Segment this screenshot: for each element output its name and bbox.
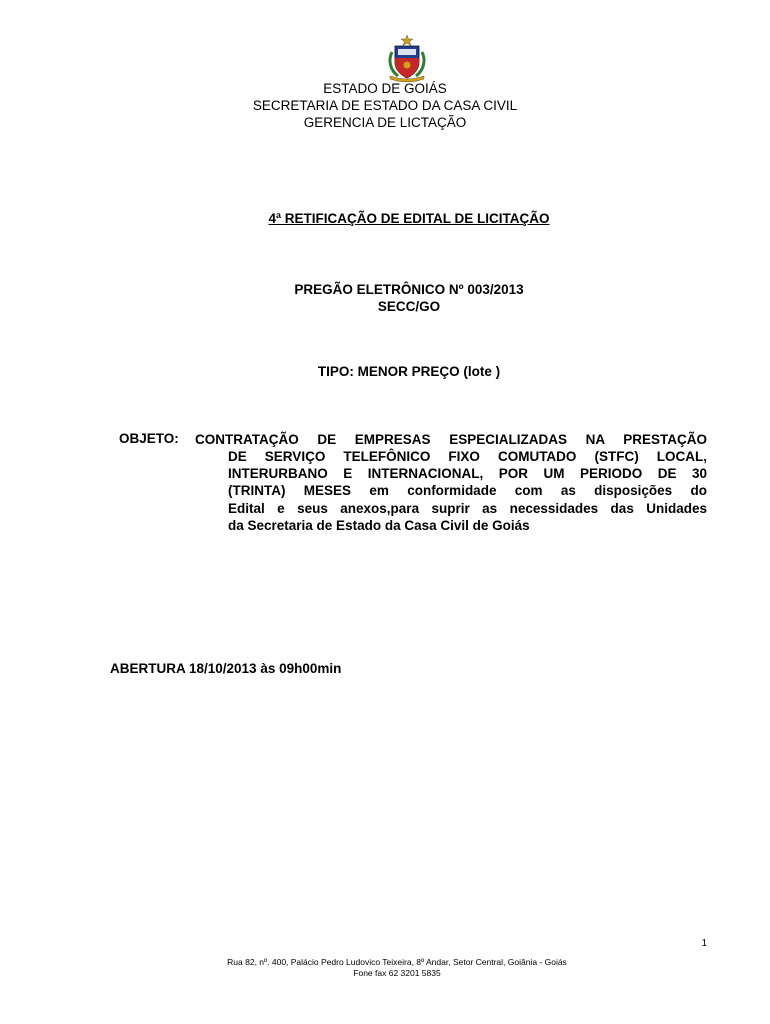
tipo-line: TIPO: MENOR PREÇO (lote ) [317,364,501,379]
department-name: GERENCIA DE LICTAÇÃO [303,115,467,130]
agency-header [0,80,770,131]
pregao-block [0,281,770,315]
state-name: ESTADO DE GOIÁS [323,81,447,96]
footer [0,957,770,979]
objeto-line: da Secretaria de Estado da Casa Civil de Goiás [228,517,530,533]
document-title: 4ª RETIFICAÇÃO DE EDITAL DE LICITAÇÃO [268,211,550,226]
coat-of-arms-icon [386,34,428,82]
secretariat-name: SECRETARIA DE ESTADO DA CASA CIVIL [252,98,518,113]
objeto-line: (TRINTA) MESES em conformidade com as disposições do [228,483,707,499]
objeto-label: OBJETO: [119,431,179,446]
pregao-org: SECC/GO [377,299,441,314]
objeto-line: INTERURBANO E INTERNACIONAL, POR UM PERIODO DE 30 [228,466,707,482]
footer-address: Rua 82, nº. 400, Palácio Pedro Ludovico Teixeira, 8º Andar, Setor Central, Goiânia - Goiás [227,957,567,967]
abertura-date: ABERTURA 18/10/2013 às 09h00min [110,661,342,676]
footer-phone: Fone fax 62 3201 5835 [353,968,441,978]
objeto-line: CONTRATAÇÃO DE EMPRESAS ESPECIALIZADAS NA PRESTAÇÃO [195,432,707,447]
objeto-text [228,448,707,534]
page-number: 1 [701,938,707,949]
objeto-line: DE SERVIÇO TELEFÔNICO FIXO COMUTADO (STFC) LOCAL, [228,449,707,464]
objeto-line: Edital e seus anexos,para suprir as necessidades das Unidades [228,500,707,516]
pregao-number: PREGÃO ELETRÔNICO Nº 003/2013 [294,282,524,297]
